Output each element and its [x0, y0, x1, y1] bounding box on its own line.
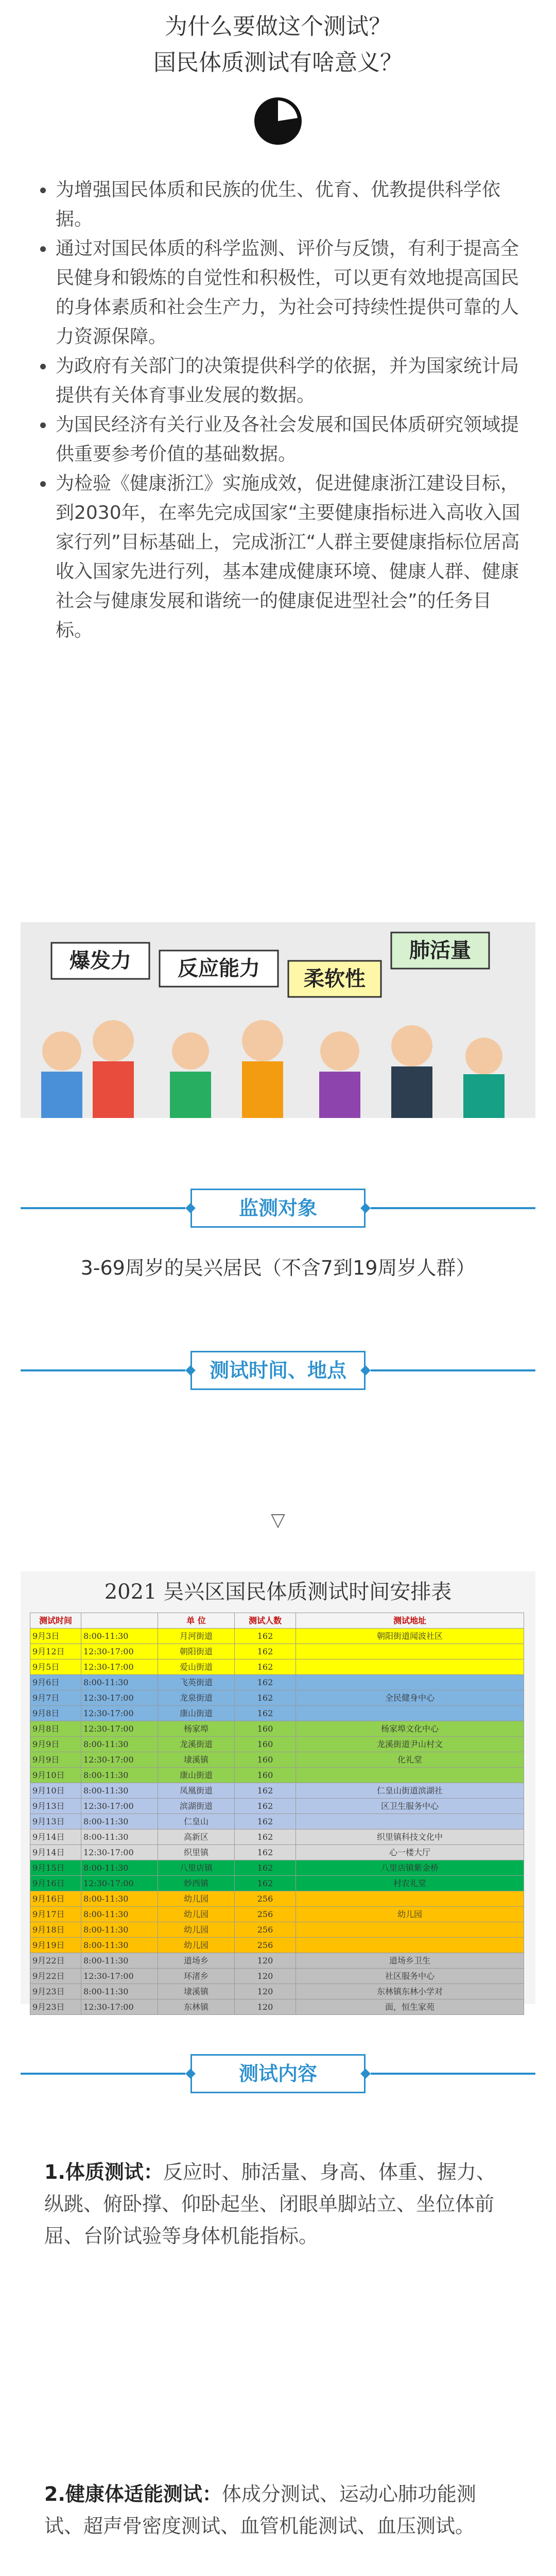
purpose-item: 为国民经济有关行业及各社会发展和国民体质研究领域提供重要参考价值的基础数据。	[40, 410, 524, 469]
target-text: 3-69周岁的吴兴居民（不含7到19周岁人群）	[80, 1257, 476, 1279]
row-count: 162	[235, 1829, 296, 1845]
row-time: 12:30-17:00	[81, 1969, 158, 1984]
row-count: 160	[235, 1721, 296, 1737]
row-unit: 埭溪镇	[158, 1984, 235, 1999]
row-address: 社区服务中心	[296, 1969, 524, 1984]
row-count: 160	[235, 1737, 296, 1752]
row-time: 8:00-11:30	[81, 1938, 158, 1953]
row-count: 256	[235, 1891, 296, 1907]
row-address	[296, 1706, 524, 1721]
row-time: 8:00-11:30	[81, 1891, 158, 1907]
col-header: 测试人数	[235, 1613, 296, 1629]
row-date: 9月5日	[30, 1659, 81, 1675]
illus-label-power: 爆发力	[70, 949, 131, 973]
row-count: 162	[235, 1783, 296, 1799]
row-unit: 高新区	[158, 1829, 235, 1845]
row-count: 162	[235, 1876, 296, 1891]
row-time: 8:00-11:30	[81, 1629, 158, 1644]
row-address: 八里店镇紫金桥	[296, 1860, 524, 1876]
row-unit: 龙溪街道	[158, 1737, 235, 1752]
row-address: 织里镇科技文化中	[296, 1829, 524, 1845]
schedule-row	[30, 1706, 524, 1721]
schedule-row	[30, 1675, 524, 1690]
row-date: 9月16日	[30, 1891, 81, 1907]
row-count: 160	[235, 1768, 296, 1783]
row-address	[296, 1922, 524, 1938]
schedule-row	[30, 1891, 524, 1907]
row-unit: 道场乡	[158, 1953, 235, 1969]
schedule-row	[30, 1814, 524, 1829]
row-time: 8:00-11:30	[81, 1922, 158, 1938]
row-unit: 凤凰街道	[158, 1783, 235, 1799]
heading-line-1: 为什么要做这个测试？	[165, 13, 391, 40]
row-unit: 月河街道	[158, 1629, 235, 1644]
row-address: 村农礼堂	[296, 1876, 524, 1891]
col-header: 测试地址	[296, 1613, 524, 1629]
schedule-row	[30, 1644, 524, 1659]
row-date: 9月13日	[30, 1814, 81, 1829]
section-header-content	[0, 2053, 556, 2094]
content-text-2: 体成分测试、运动心肺功能测试、超声骨密度测试、血管机能测试、血压测试。	[44, 2483, 476, 2537]
purpose-item: 为增强国民体质和民族的优生、优育、优教提供科学依据。	[40, 175, 524, 234]
row-address: 道场乡卫生	[296, 1953, 524, 1969]
row-date: 9月17日	[30, 1907, 81, 1922]
row-date: 9月18日	[30, 1922, 81, 1938]
row-count: 162	[235, 1845, 296, 1860]
row-date: 9月23日	[30, 1999, 81, 2015]
illus-label-flexibility: 柔软性	[304, 967, 366, 991]
row-count: 162	[235, 1814, 296, 1829]
row-address: 龙溪街道尹山村文	[296, 1737, 524, 1752]
row-address: 心一楼大厅	[296, 1845, 524, 1860]
schedule-row	[30, 1938, 524, 1953]
purpose-list	[40, 175, 524, 645]
section-title: 测试时间、地点	[190, 1351, 366, 1390]
schedule-row	[30, 1922, 524, 1938]
row-time: 8:00-11:30	[81, 1814, 158, 1829]
row-count: 120	[235, 1984, 296, 1999]
row-count: 162	[235, 1860, 296, 1876]
content-text-1: 反应时、肺活量、身高、体重、握力、纵跳、俯卧撑、仰卧起坐、闭眼单脚站立、坐位体前屈、台阶试验等身体机能指标。	[44, 2161, 496, 2247]
row-time: 12:30-17:00	[81, 1999, 158, 2015]
row-date: 9月22日	[30, 1969, 81, 1984]
schedule-row	[30, 1860, 524, 1876]
content-label-2: 2.健康体适能测试：	[44, 2483, 222, 2505]
row-unit: 埭溪镇	[158, 1752, 235, 1768]
schedule-table	[21, 1571, 535, 2012]
row-count: 120	[235, 1999, 296, 2015]
schedule-row	[30, 1953, 524, 1969]
col-header: 测试时间	[30, 1613, 81, 1629]
row-time: 12:30-17:00	[81, 1706, 158, 1721]
row-count: 120	[235, 1953, 296, 1969]
row-time: 8:00-11:30	[81, 1829, 158, 1845]
row-time: 8:00-11:30	[81, 1984, 158, 1999]
row-date: 9月12日	[30, 1644, 81, 1659]
row-date: 9月23日	[30, 1984, 81, 1999]
row-unit: 东林镇	[158, 1999, 235, 2015]
row-count: 162	[235, 1706, 296, 1721]
row-count: 160	[235, 1752, 296, 1768]
row-address	[296, 1768, 524, 1783]
row-date: 9月9日	[30, 1752, 81, 1768]
section-title: 测试内容	[190, 2054, 366, 2093]
row-address: 东林镇东林小学对	[296, 1984, 524, 1999]
schedule-row	[30, 1659, 524, 1675]
row-count: 162	[235, 1799, 296, 1814]
purpose-item: 为检验《健康浙江》实施成效，促进健康浙江建设目标，到2030年，在率先完成国家“主要健康指标进入高收入国家行列”目标基础上，完成浙江“人群主要健康指标位居高收入国家先进行列，基本建成健康环境、健康人群、健康社会与健康发展和谐统一的健康促进型社会”的任务目标。	[40, 469, 524, 645]
row-date: 9月16日	[30, 1876, 81, 1891]
schedule-row	[30, 1768, 524, 1783]
content-paragraph-2	[44, 2478, 513, 2542]
row-address: 幼儿园	[296, 1907, 524, 1922]
schedule-row	[30, 1752, 524, 1768]
section-title: 监测对象	[190, 1189, 366, 1228]
row-address: 区卫生服务中心	[296, 1799, 524, 1814]
row-date: 9月8日	[30, 1721, 81, 1737]
row-time: 12:30-17:00	[81, 1659, 158, 1675]
row-address: 面，恒生家苑	[296, 1999, 524, 2015]
row-count: 162	[235, 1690, 296, 1706]
purpose-item: 通过对国民体质的科学监测、评价与反馈，有利于提高全民健身和锻炼的自觉性和积极性，可以更有效地提高国民的身体素质和社会生产力，为社会可持续性提供可靠的人力资源保障。	[40, 234, 524, 351]
row-count: 120	[235, 1969, 296, 1984]
row-unit: 幼儿园	[158, 1907, 235, 1922]
row-date: 9月22日	[30, 1953, 81, 1969]
row-unit: 幼儿园	[158, 1938, 235, 1953]
row-date: 9月7日	[30, 1690, 81, 1706]
row-count: 162	[235, 1644, 296, 1659]
row-count: 256	[235, 1938, 296, 1953]
row-time: 8:00-11:30	[81, 1907, 158, 1922]
row-unit: 织里镇	[158, 1845, 235, 1860]
schedule-row	[30, 1984, 524, 1999]
row-time: 12:30-17:00	[81, 1799, 158, 1814]
row-address: 全民健身中心	[296, 1690, 524, 1706]
row-address	[296, 1814, 524, 1829]
row-time: 8:00-11:30	[81, 1675, 158, 1690]
down-triangle-icon: ▽	[271, 1510, 285, 1531]
schedule-row	[30, 1829, 524, 1845]
row-date: 9月6日	[30, 1675, 81, 1690]
row-address	[296, 1891, 524, 1907]
row-time: 12:30-17:00	[81, 1644, 158, 1659]
row-date: 9月14日	[30, 1845, 81, 1860]
row-unit: 爱山街道	[158, 1659, 235, 1675]
col-header	[81, 1613, 158, 1629]
row-count: 162	[235, 1659, 296, 1675]
heading-line-2: 国民体质测试有啥意义？	[153, 49, 403, 76]
row-time: 12:30-17:00	[81, 1752, 158, 1768]
schedule-title: 2021 吴兴区国民体质测试时间安排表	[104, 1580, 452, 1604]
row-unit: 杨家埠	[158, 1721, 235, 1737]
purpose-item: 为政府有关部门的决策提供科学的依据，并为国家统计局提供有关体育事业发展的数据。	[40, 351, 524, 410]
illus-label-lung: 肺活量	[409, 939, 471, 962]
row-time: 8:00-11:30	[81, 1783, 158, 1799]
row-count: 256	[235, 1922, 296, 1938]
row-date: 9月10日	[30, 1783, 81, 1799]
row-date: 9月8日	[30, 1706, 81, 1721]
row-time: 8:00-11:30	[81, 1737, 158, 1752]
row-date: 9月19日	[30, 1938, 81, 1953]
schedule-row	[30, 1876, 524, 1891]
row-count: 162	[235, 1675, 296, 1690]
row-address	[296, 1938, 524, 1953]
row-date: 9月14日	[30, 1829, 81, 1845]
row-unit: 幼儿园	[158, 1891, 235, 1907]
row-time: 12:30-17:00	[81, 1845, 158, 1860]
row-unit: 环渚乡	[158, 1969, 235, 1984]
row-unit: 八里店镇	[158, 1860, 235, 1876]
row-time: 8:00-11:30	[81, 1768, 158, 1783]
row-unit: 康山街道	[158, 1768, 235, 1783]
row-unit: 朝阳街道	[158, 1644, 235, 1659]
clock-icon	[252, 95, 304, 147]
row-address	[296, 1644, 524, 1659]
row-unit: 幼儿园	[158, 1922, 235, 1938]
schedule-row	[30, 1845, 524, 1860]
schedule-row	[30, 1799, 524, 1814]
row-unit: 仁皇山	[158, 1814, 235, 1829]
schedule-row	[30, 1783, 524, 1799]
schedule-row	[30, 1969, 524, 1984]
row-count: 256	[235, 1907, 296, 1922]
content-paragraph-1	[44, 2156, 513, 2252]
row-time: 8:00-11:30	[81, 1860, 158, 1876]
row-time: 12:30-17:00	[81, 1721, 158, 1737]
row-time: 12:30-17:00	[81, 1690, 158, 1706]
col-header: 单 位	[158, 1613, 235, 1629]
row-date: 9月3日	[30, 1629, 81, 1644]
row-address	[296, 1659, 524, 1675]
row-date: 9月9日	[30, 1737, 81, 1752]
row-time: 12:30-17:00	[81, 1876, 158, 1891]
row-count: 162	[235, 1629, 296, 1644]
schedule-row	[30, 1907, 524, 1922]
section-header-time	[0, 1350, 556, 1391]
row-unit: 康山街道	[158, 1706, 235, 1721]
schedule-grid	[30, 1613, 524, 2015]
schedule-row	[30, 1999, 524, 2015]
row-unit: 妙西镇	[158, 1876, 235, 1891]
section-header-target	[0, 1188, 556, 1229]
schedule-row	[30, 1690, 524, 1706]
schedule-row	[30, 1721, 524, 1737]
row-address: 仁皇山街道滨湖社	[296, 1783, 524, 1799]
row-address: 化礼堂	[296, 1752, 524, 1768]
row-unit: 龙泉街道	[158, 1690, 235, 1706]
row-unit: 飞英街道	[158, 1675, 235, 1690]
schedule-row	[30, 1629, 524, 1644]
row-date: 9月10日	[30, 1768, 81, 1783]
schedule-row	[30, 1737, 524, 1752]
row-date: 9月15日	[30, 1860, 81, 1876]
row-address: 杨家埠文化中心	[296, 1721, 524, 1737]
row-date: 9月13日	[30, 1799, 81, 1814]
content-label-1: 1.体质测试：	[44, 2161, 163, 2183]
row-address	[296, 1675, 524, 1690]
row-unit: 滨湖街道	[158, 1799, 235, 1814]
row-address: 朝阳街道闻波社区	[296, 1629, 524, 1644]
row-time: 8:00-11:30	[81, 1953, 158, 1969]
illus-label-reaction: 反应能力	[178, 957, 260, 980]
